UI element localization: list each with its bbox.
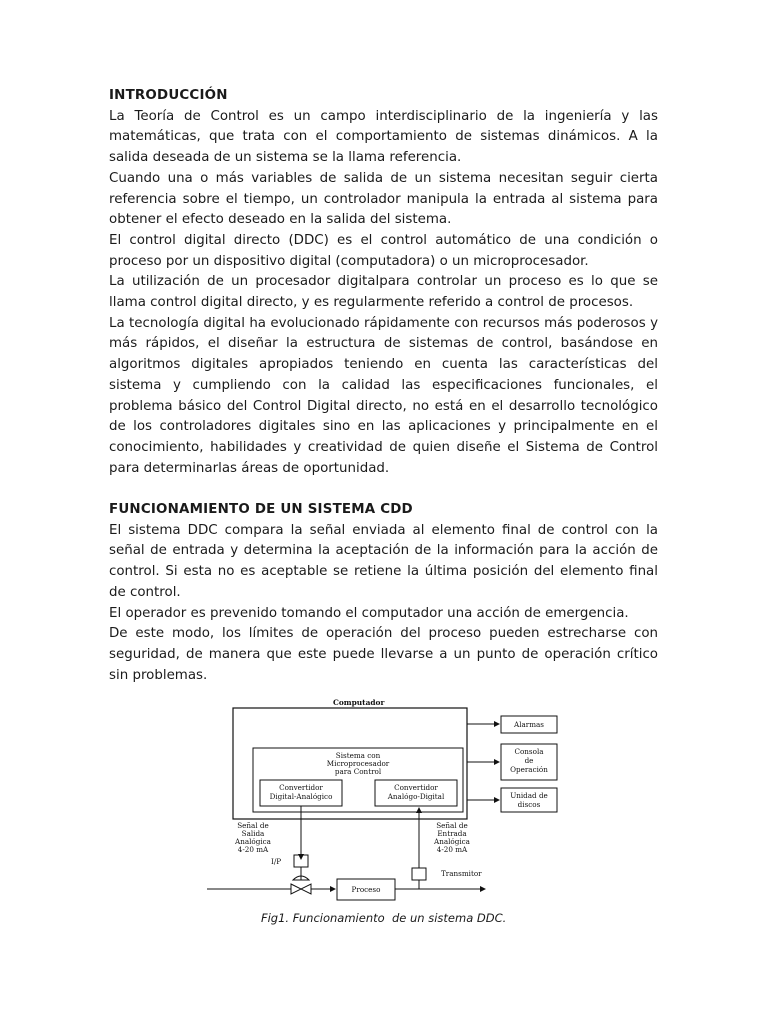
paragraph: El sistema DDC compara la señal enviada al elemento final de control con la señal de entrada y determina la aceptación de la información para la acción de control. Si esta no es aceptable se retiene la última posición del elemento final de control. bbox=[109, 522, 658, 600]
paragraph: De este modo, los límites de operación del proceso pueden estrecharse con seguridad, de manera que este puede llevarse a un punto de operación crítico sin problemas. bbox=[109, 626, 658, 683]
micro-label-line2: Microprocesador bbox=[326, 759, 390, 768]
input-signal-line2: Entrada bbox=[437, 829, 467, 838]
valve-body bbox=[291, 884, 311, 894]
paragraph: El control digital directo (DDC) es el control automático de una condición o proceso por un dispositivo digital (computadora) o un microprocesador. bbox=[109, 232, 658, 269]
input-signal-line1: Señal de bbox=[436, 821, 468, 830]
section-heading-funcionamiento: FUNCIONAMIENTO DE UN SISTEMA CDD bbox=[109, 502, 413, 518]
micro-label-line1: Sistema con bbox=[335, 751, 381, 760]
micro-label-line3: para Control bbox=[334, 767, 382, 776]
adc-label-line1: Convertidor bbox=[394, 783, 438, 792]
transmitter-box bbox=[412, 868, 426, 880]
console-label-line2: de bbox=[524, 756, 534, 765]
paragraph: La utilización de un procesador digitalpara controlar un proceso es lo que se llama control digital directo, y es regularmente referido a control de procesos. bbox=[109, 274, 658, 311]
ddc-diagram-svg bbox=[205, 694, 565, 909]
section-spacer bbox=[109, 479, 658, 500]
paragraph: La Teoría de Control es un campo interdisciplinario de la ingeniería y las matemáticas, que trata con el comportamiento de sistemas dinámicos. A la salida deseada de un sistema se la llama referencia. bbox=[109, 108, 658, 166]
computer-label: Computador bbox=[333, 698, 385, 707]
ddc-diagram bbox=[205, 694, 565, 944]
transmitter-label: Transmitor bbox=[441, 869, 482, 878]
adc-label-line2: Analógo-Digital bbox=[387, 792, 445, 801]
paragraph: Cuando una o más variables de salida de un sistema necesitan seguir cierta referencia sobre el tiempo, un controlador manipula la entrada al sistema para obtener el efecto deseado en la salida del sistema. bbox=[109, 170, 658, 228]
input-signal-line4: 4-20 mA bbox=[436, 845, 468, 854]
output-signal-line4: 4-20 mA bbox=[237, 845, 269, 854]
disk-label-line1: Unidad de bbox=[510, 791, 548, 800]
console-label-line3: Operación bbox=[510, 765, 548, 774]
output-signal-line1: Señal de bbox=[237, 821, 269, 830]
alarm-label: Alarmas bbox=[514, 720, 544, 729]
console-label-line1: Consola bbox=[514, 747, 544, 756]
paragraph: La tecnología digital ha evolucionado rápidamente con recursos más poderosos y más rápidos, el diseñar la estructura de sistemas de control, basándose en algoritmos digitales apropiados teniendo en cuenta las características del sistema y cumpliendo con la calidad las especificaciones funcionales, el problema básico del Control Digital directo, no está en el desarrollo tecnológico de los controladores digitales sino en las aplicaciones y principalmente en el conocimiento, habilidades y creatividad de quien diseñe el Sistema de Control para determinarlas áreas de oportunidad. bbox=[109, 315, 658, 476]
section-heading-introduccion: INTRODUCCIÓN bbox=[109, 88, 228, 103]
output-signal-line3: Analógica bbox=[235, 837, 271, 846]
process-label: Proceso bbox=[351, 885, 381, 894]
disk-label-line2: discos bbox=[517, 800, 541, 809]
figure-caption: Fig1. Funcionamiento de un sistema DDC. bbox=[261, 911, 507, 925]
paragraph: El operador es prevenido tomando el computador una acción de emergencia. bbox=[109, 605, 629, 621]
document-body bbox=[109, 86, 658, 686]
input-signal-line3: Analógica bbox=[434, 837, 470, 846]
ip-label: I/P bbox=[271, 857, 282, 866]
dac-label-line1: Convertidor bbox=[279, 783, 323, 792]
output-signal-line2: Salida bbox=[241, 829, 265, 838]
dac-label-line2: Digital-Analógico bbox=[269, 792, 333, 801]
